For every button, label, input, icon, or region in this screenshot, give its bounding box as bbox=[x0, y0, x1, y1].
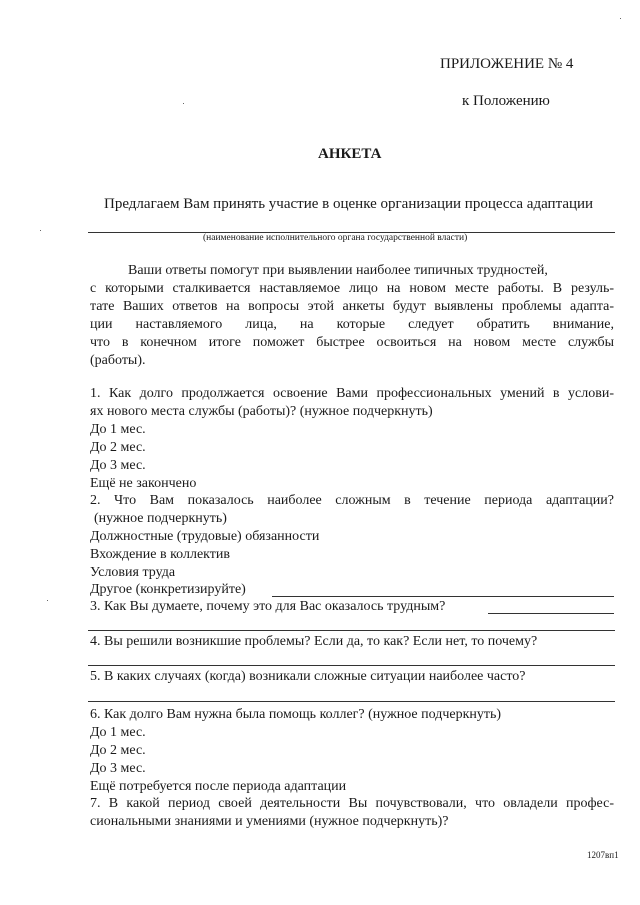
scan-speck bbox=[40, 230, 41, 231]
question-2-option[interactable]: Условия труда bbox=[90, 565, 176, 580]
intro-line: (работы). bbox=[90, 353, 146, 368]
question-1-option[interactable]: До 2 мес. bbox=[90, 440, 146, 455]
question-1-text: 1. Как долго продолжается освоение Вами профессиональных умений в услови- bbox=[90, 386, 614, 401]
page-title: АНКЕТА bbox=[318, 146, 382, 162]
question-6-option[interactable]: До 2 мес. bbox=[90, 743, 146, 758]
question-1-option[interactable]: Ещё не закончено bbox=[90, 476, 197, 491]
question-3-text: 3. Как Вы думаете, почему это для Вас оказалось трудным? bbox=[90, 599, 446, 614]
question-3-answer-line[interactable] bbox=[88, 630, 615, 631]
intro-line: что в конечном итоге поможет быстрее освоиться на новом месте службы bbox=[90, 335, 614, 350]
footer-code: 1207вп1 bbox=[587, 850, 619, 860]
intro-line: с которыми сталкивается наставляемое лицо на новом месте работы. В резуль- bbox=[90, 281, 614, 296]
question-6-option[interactable]: До 1 мес. bbox=[90, 725, 146, 740]
question-2-text: (нужное подчеркнуть) bbox=[94, 511, 227, 526]
question-2-option[interactable]: Вхождение в коллектив bbox=[90, 547, 231, 562]
invitation-text: Предлагаем Вам принять участие в оценке организации процесса адаптации bbox=[104, 196, 594, 212]
authority-caption: (наименование исполнительного органа государственной власти) bbox=[203, 233, 468, 243]
question-5-text: 5. В каких случаях (когда) возникали сложные ситуации наиболее часто? bbox=[90, 669, 526, 684]
question-5-answer-line[interactable] bbox=[88, 701, 615, 702]
question-1-option[interactable]: До 3 мес. bbox=[90, 458, 146, 473]
question-2-option[interactable]: Должностные (трудовые) обязанности bbox=[90, 529, 320, 544]
question-4-answer-line[interactable] bbox=[88, 665, 615, 666]
question-6-text: 6. Как долго Вам нужна была помощь коллег? (нужное подчеркнуть) bbox=[90, 707, 502, 722]
intro-line: ции наставляемого лица, на которые следует обратить внимание, bbox=[90, 317, 614, 332]
appendix-label: ПРИЛОЖЕНИЕ № 4 bbox=[440, 56, 574, 72]
intro-line: Ваши ответы помогут при выявлении наиболее типичных трудностей, bbox=[128, 263, 548, 278]
question-2-text: 2. Что Вам показалось наиболее сложным в течение периода адаптации? bbox=[90, 493, 614, 508]
question-2-option[interactable]: Другое (конкретизируйте) bbox=[90, 582, 246, 597]
intro-line: тате Ваших ответов на вопросы этой анкеты будут выявлены проблемы адапта- bbox=[90, 299, 614, 314]
question-1-option[interactable]: До 1 мес. bbox=[90, 422, 146, 437]
scan-speck bbox=[620, 18, 621, 19]
question-4-text: 4. Вы решили возникшие проблемы? Если да, то как? Если нет, то почему? bbox=[90, 634, 538, 649]
scan-speck bbox=[183, 103, 184, 104]
question-2-other-answer-line[interactable] bbox=[272, 596, 614, 597]
question-3-answer-line[interactable] bbox=[488, 613, 614, 614]
question-6-option[interactable]: Ещё потребуется после периода адаптации bbox=[90, 779, 347, 794]
regulation-reference: к Положению bbox=[462, 93, 550, 109]
question-1-text: ях нового места службы (работы)? (нужное подчеркнуть) bbox=[90, 404, 433, 419]
question-6-option[interactable]: До 3 мес. bbox=[90, 761, 146, 776]
question-7-text: сиональными знаниями и умениями (нужное подчеркнуть)? bbox=[90, 814, 449, 829]
scan-speck bbox=[47, 600, 48, 601]
question-7-text: 7. В какой период своей деятельности Вы почувствовали, что овладели профес- bbox=[90, 796, 614, 811]
